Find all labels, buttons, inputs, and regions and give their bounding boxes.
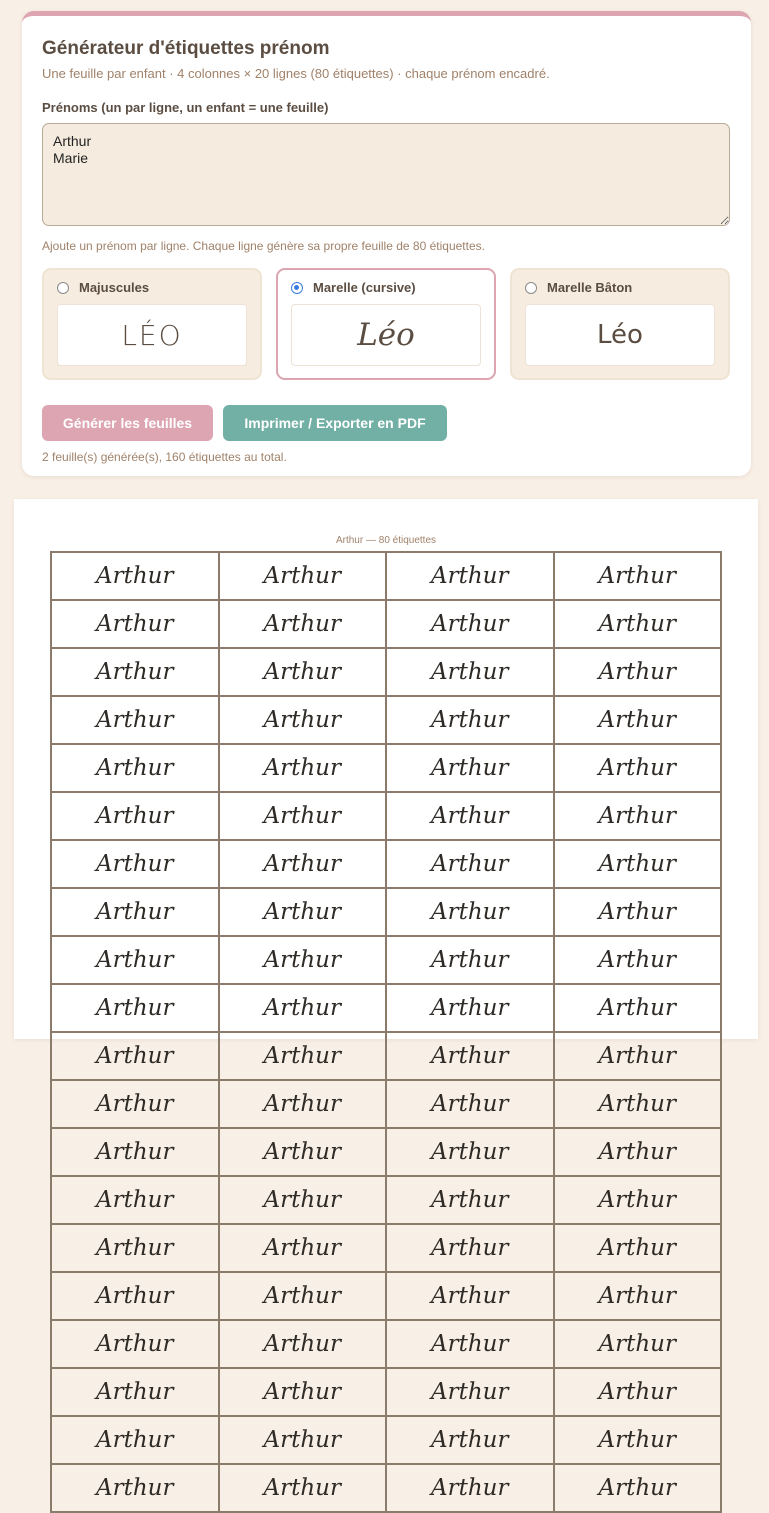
name-label-cell: Arthur [52, 985, 220, 1033]
style-option-baton[interactable] [510, 268, 730, 380]
style-option-cursive[interactable] [276, 268, 496, 380]
name-label-cell: Arthur [52, 937, 220, 985]
name-label-cell: Arthur [220, 1081, 388, 1129]
name-label-cell: Arthur [555, 649, 723, 697]
names-hint: Ajoute un prénom par ligne. Chaque ligne génère sa propre feuille de 80 étiquettes. [42, 239, 485, 253]
name-label-cell: Arthur [387, 1465, 555, 1513]
name-label-cell: Arthur [387, 793, 555, 841]
name-label-cell: Arthur [220, 697, 388, 745]
radio-baton[interactable] [525, 282, 537, 294]
name-label-cell: Arthur [220, 1465, 388, 1513]
sheet-caption: Arthur — 80 étiquettes [335, 535, 437, 546]
name-label-cell: Arthur [555, 1321, 723, 1369]
generate-sheets-button[interactable]: Générer les feuilles [42, 405, 213, 441]
style-label-majuscules: Majuscules [79, 280, 150, 295]
name-label-cell: Arthur [220, 745, 388, 793]
name-label-cell: Arthur [52, 793, 220, 841]
name-label-cell: Arthur [220, 1225, 388, 1273]
name-label-cell: Arthur [52, 1273, 220, 1321]
name-label-cell: Arthur [387, 1081, 555, 1129]
name-label-cell: Arthur [555, 1081, 723, 1129]
name-label-cell: Arthur [387, 1129, 555, 1177]
name-label-cell: Arthur [387, 937, 555, 985]
name-label-cell: Arthur [52, 553, 220, 601]
name-label-cell: Arthur [220, 1369, 388, 1417]
generation-status: 2 feuille(s) générée(s), 160 étiquettes au total. [42, 450, 287, 464]
label-sheet [14, 499, 758, 1501]
name-label-cell: Arthur [555, 553, 723, 601]
name-label-cell: Arthur [52, 697, 220, 745]
page-subtitle: Une feuille par enfant · 4 colonnes × 20 lignes (80 étiquettes) · chaque prénom encadré. [42, 66, 550, 81]
name-label-cell: Arthur [52, 1321, 220, 1369]
name-label-cell: Arthur [387, 697, 555, 745]
name-label-cell: Arthur [52, 1225, 220, 1273]
name-label-cell: Arthur [387, 1033, 555, 1081]
name-label-cell: Arthur [220, 1177, 388, 1225]
name-label-cell: Arthur [52, 1081, 220, 1129]
name-label-cell: Arthur [52, 745, 220, 793]
name-label-cell: Arthur [387, 1417, 555, 1465]
name-label-cell: Arthur [387, 1273, 555, 1321]
name-label-cell: Arthur [52, 1177, 220, 1225]
radio-cursive[interactable] [291, 282, 303, 294]
style-preview-majuscules: LÉO [57, 304, 247, 366]
page-title: Générateur d'étiquettes prénom [42, 38, 330, 59]
name-label-cell: Arthur [220, 649, 388, 697]
name-label-cell: Arthur [387, 553, 555, 601]
name-label-cell: Arthur [52, 649, 220, 697]
style-label-cursive: Marelle (cursive) [313, 280, 416, 295]
name-label-cell: Arthur [555, 793, 723, 841]
name-label-cell: Arthur [387, 1321, 555, 1369]
style-label-baton: Marelle Bâton [547, 280, 633, 295]
name-label-cell: Arthur [555, 745, 723, 793]
label-grid [50, 551, 722, 1513]
style-options [42, 268, 731, 380]
name-label-cell: Arthur [555, 1129, 723, 1177]
name-label-cell: Arthur [555, 697, 723, 745]
style-option-header [291, 280, 481, 295]
name-label-cell: Arthur [387, 601, 555, 649]
name-label-cell: Arthur [220, 889, 388, 937]
names-field-label: Prénoms (un par ligne, un enfant = une feuille) [42, 100, 329, 115]
name-label-cell: Arthur [555, 985, 723, 1033]
name-label-cell: Arthur [387, 649, 555, 697]
name-label-cell: Arthur [555, 1033, 723, 1081]
name-label-cell: Arthur [220, 1129, 388, 1177]
name-label-cell: Arthur [387, 889, 555, 937]
name-label-cell: Arthur [52, 1129, 220, 1177]
name-label-cell: Arthur [555, 841, 723, 889]
name-label-cell: Arthur [555, 601, 723, 649]
name-label-cell: Arthur [220, 937, 388, 985]
name-label-cell: Arthur [387, 841, 555, 889]
name-label-cell: Arthur [555, 1177, 723, 1225]
name-label-cell: Arthur [52, 1417, 220, 1465]
name-label-cell: Arthur [220, 1273, 388, 1321]
name-label-cell: Arthur [555, 1225, 723, 1273]
style-preview-baton: Léo [525, 304, 715, 366]
name-label-cell: Arthur [220, 1033, 388, 1081]
name-label-cell: Arthur [52, 841, 220, 889]
name-label-cell: Arthur [52, 1465, 220, 1513]
name-label-cell: Arthur [555, 1369, 723, 1417]
name-label-cell: Arthur [52, 1369, 220, 1417]
export-pdf-button[interactable]: Imprimer / Exporter en PDF [223, 405, 447, 441]
name-label-cell: Arthur [220, 1417, 388, 1465]
generator-panel [22, 11, 751, 476]
name-label-cell: Arthur [387, 985, 555, 1033]
name-label-cell: Arthur [555, 1417, 723, 1465]
action-buttons [42, 405, 731, 441]
name-label-cell: Arthur [387, 745, 555, 793]
name-label-cell: Arthur [555, 1465, 723, 1513]
name-label-cell: Arthur [52, 889, 220, 937]
name-label-cell: Arthur [555, 937, 723, 985]
style-option-header [57, 280, 247, 295]
style-option-majuscules[interactable] [42, 268, 262, 380]
name-label-cell: Arthur [220, 601, 388, 649]
name-label-cell: Arthur [387, 1225, 555, 1273]
name-label-cell: Arthur [220, 793, 388, 841]
name-label-cell: Arthur [52, 1033, 220, 1081]
radio-majuscules[interactable] [57, 282, 69, 294]
name-label-cell: Arthur [387, 1369, 555, 1417]
name-label-cell: Arthur [555, 889, 723, 937]
name-label-cell: Arthur [220, 985, 388, 1033]
names-textarea[interactable] [42, 123, 730, 226]
name-label-cell: Arthur [220, 1321, 388, 1369]
name-label-cell: Arthur [52, 601, 220, 649]
name-label-cell: Arthur [387, 1177, 555, 1225]
style-option-header [525, 280, 715, 295]
name-label-cell: Arthur [220, 841, 388, 889]
style-preview-cursive: Léo [291, 304, 481, 366]
name-label-cell: Arthur [220, 553, 388, 601]
name-label-cell: Arthur [555, 1273, 723, 1321]
